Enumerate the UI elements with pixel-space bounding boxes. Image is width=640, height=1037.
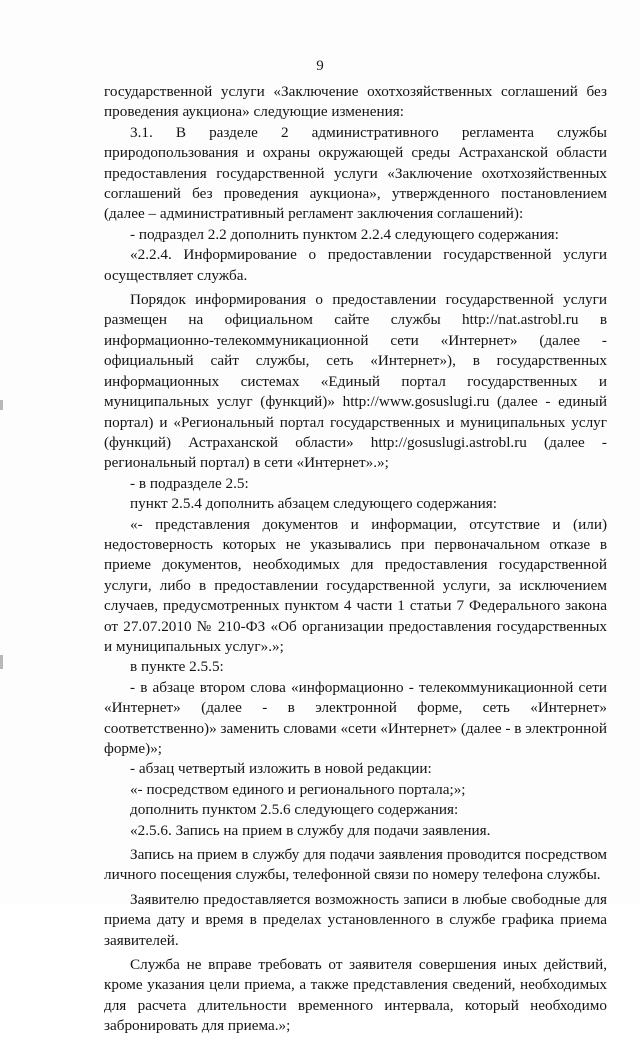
paragraph: - в абзаце втором слова «информационно - телекоммуникационной сети «Интернет» (далее - в электронной форме, сеть «Интернет» соответственно)» заменить словами «сети «Интернет» (далее - в электронной форме)»; xyxy=(104,678,607,757)
paragraph: «2.2.4. Информирование о предоставлении государственной услуги осуществляет служба. xyxy=(104,246,607,284)
paragraph: «2.5.6. Запись на прием в службу для подачи заявления. xyxy=(130,821,491,839)
paragraph: Служба не вправе требовать от заявителя совершения иных действий, кроме указания цели приема, а также представления сведений, необходимых для расчета длительности временного интервала, который необходимо забронировать для приема.»; xyxy=(104,956,607,1035)
page-number: 9 xyxy=(316,58,324,74)
paragraph: «- посредством единого и регионального портала;»; xyxy=(130,780,466,798)
paragraph: «- представления документов и информации, отсутствие и (или) недостоверность которых не указывались при первоначальном отказе в приеме документов, необходимых для предоставления государственной услуги, либо в предоставлении государственной услуги, за исключением случаев, предусмотренных пунктом 4 части 1 статьи 7 Федерального закона от 27.07.2010 № 210-ФЗ «Об организации предоставления государственных и муниципальных услуг».»; xyxy=(104,515,607,655)
paragraph: Порядок информирования о предоставлении государственной услуги размещен на официальном сайте службы http://nat.astrobl.ru в информационно-телекоммуникационной сети «Интернет» (далее - официальный сайт службы, сеть «Интернет»), в государственных информационных системах «Единый портал государственных и муниципальных услуг (функций)» http://www.gosuslugi.ru (далее - единый портал) и «Региональный портал государственных и муниципальных услуг (функций) Астраханской области» http://gosuslugi.astrobl.ru (далее - региональный портал) в сети «Интернет».»; xyxy=(104,291,607,472)
paragraph: - подраздел 2.2 дополнить пунктом 2.2.4 следующего содержания: xyxy=(130,225,559,243)
paragraph: - в подразделе 2.5: xyxy=(130,474,249,492)
scan-edge-mark xyxy=(0,400,3,410)
paragraph: Заявителю предоставляется возможность записи в любые свободные для приема дату и время в пределах установленного в службе графика приема заявителей. xyxy=(104,890,607,949)
paragraph: Запись на прием в службу для подачи заявления проводится посредством личного посещения службы, телефонной связи по номеру телефона службы. xyxy=(104,846,607,884)
paragraph: в пункте 2.5.5: xyxy=(130,658,224,676)
document-body xyxy=(104,82,607,1037)
paragraph: - абзац четвертый изложить в новой редакции: xyxy=(130,760,432,778)
paragraph: пункт 2.5.4 дополнить абзацем следующего содержания: xyxy=(130,495,498,513)
paragraph: 3.1. В разделе 2 административного регламента службы природопользования и охраны окружающей среды Астраханской области предоставления государственной услуги «Заключение охотхозяйственных соглашений без проведения аукциона», утвержденного постановлением (далее – административный регламент заключения соглашений): xyxy=(104,123,607,223)
paragraph: государственной услуги «Заключение охотхозяйственных соглашений без проведения аукциона» следующие изменения: xyxy=(104,83,607,121)
scan-edge-mark xyxy=(0,655,3,669)
paragraph: дополнить пунктом 2.5.6 следующего содержания: xyxy=(130,801,459,819)
